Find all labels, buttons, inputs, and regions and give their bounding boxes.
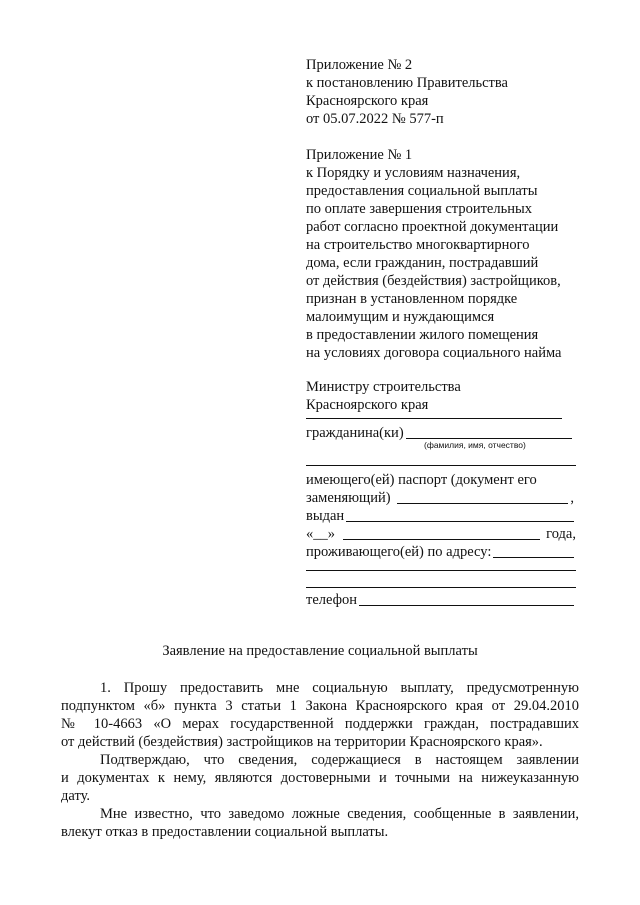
date-field[interactable] [343,539,540,540]
appendix2-line: Приложение № 2 [306,57,413,73]
year-label: года, [546,526,576,542]
citizen-name-field-2[interactable] [306,465,576,466]
appendix1-line: к Порядку и условиям назначения, [306,165,521,181]
p1-line: подпунктом «б» пункта 3 статьи 1 Закона Красноярского края от 29.04.2010 [61,698,579,714]
appendix2-line: Красноярского края [306,93,429,109]
citizen-label: гражданина(ки) [306,425,404,441]
date-quote[interactable]: «__» [306,526,335,542]
residing-label: проживающего(ей) по адресу: [306,544,492,560]
appendix1-line: дома, если гражданин, пострадавший [306,255,539,271]
appendix1-line: Приложение № 1 [306,147,413,163]
comma: , [570,490,574,506]
appendix1-line: по оплате завершения строительных [306,201,532,217]
residing-row [306,543,576,561]
appendix1-line: предоставления социальной выплаты [306,183,538,199]
issued-field[interactable] [346,521,574,522]
addressee-line: Министру строительства [306,379,461,395]
p1-line: от действий (бездействия) застройщиков на территории Красноярского края». [61,734,543,750]
citizen-name-field[interactable] [406,438,572,439]
address-field[interactable] [493,557,574,558]
applicant-name-line[interactable] [306,418,562,419]
appendix2-line: к постановлению Правительства [306,75,508,91]
passport-label: имеющего(ей) паспорт (документ его [306,472,537,488]
statement-title: Заявление на предоставление социальной выплаты [162,643,478,659]
p2-line: и документах к нему, являются достоверными и точными на нижеуказанную [61,770,579,786]
appendix1-line: признан в установленном порядке [306,291,518,307]
appendix2-line: от 05.07.2022 № 577-п [306,111,444,127]
phone-row [306,591,576,609]
appendix1-line: в предоставлении жилого помещения [306,327,539,343]
replacing-label: заменяющий) [306,490,391,506]
appendix1-line: на условиях договора социального найма [306,345,562,361]
appendix1-line: малоимущим и нуждающимся [306,309,495,325]
appendix1-line: от действия (бездействия) застройщиков, [306,273,561,289]
addressee-line: Красноярского края [306,397,429,413]
citizen-hint: (фамилия, имя, отчество) [424,440,526,450]
appendix1-line: на строительство многоквартирного [306,237,530,253]
phone-field[interactable] [359,605,574,606]
p3-line: Мне известно, что заведомо ложные сведения, сообщенные в заявлении, [100,806,579,822]
p1-line: № 10-4663 «О мерах государственной поддержки граждан, пострадавших [61,716,579,732]
address-field-3[interactable] [306,587,576,588]
p1-line: 1. Прошу предоставить мне социальную выплату, предусмотренную [100,680,579,696]
p3-line: влекут отказ в предоставлении социальной выплаты. [61,824,389,840]
issued-label: выдан [306,508,345,524]
appendix1-line: работ согласно проектной документации [306,219,559,235]
p2-line: Подтверждаю, что сведения, содержащиеся в настоящем заявлении [100,752,579,768]
issued-row [306,507,576,525]
passport-row [306,489,574,507]
p2-line: дату. [61,788,91,804]
address-field-2[interactable] [306,570,576,571]
passport-field[interactable] [397,503,569,504]
phone-label: телефон [306,592,358,608]
date-row [306,525,576,543]
